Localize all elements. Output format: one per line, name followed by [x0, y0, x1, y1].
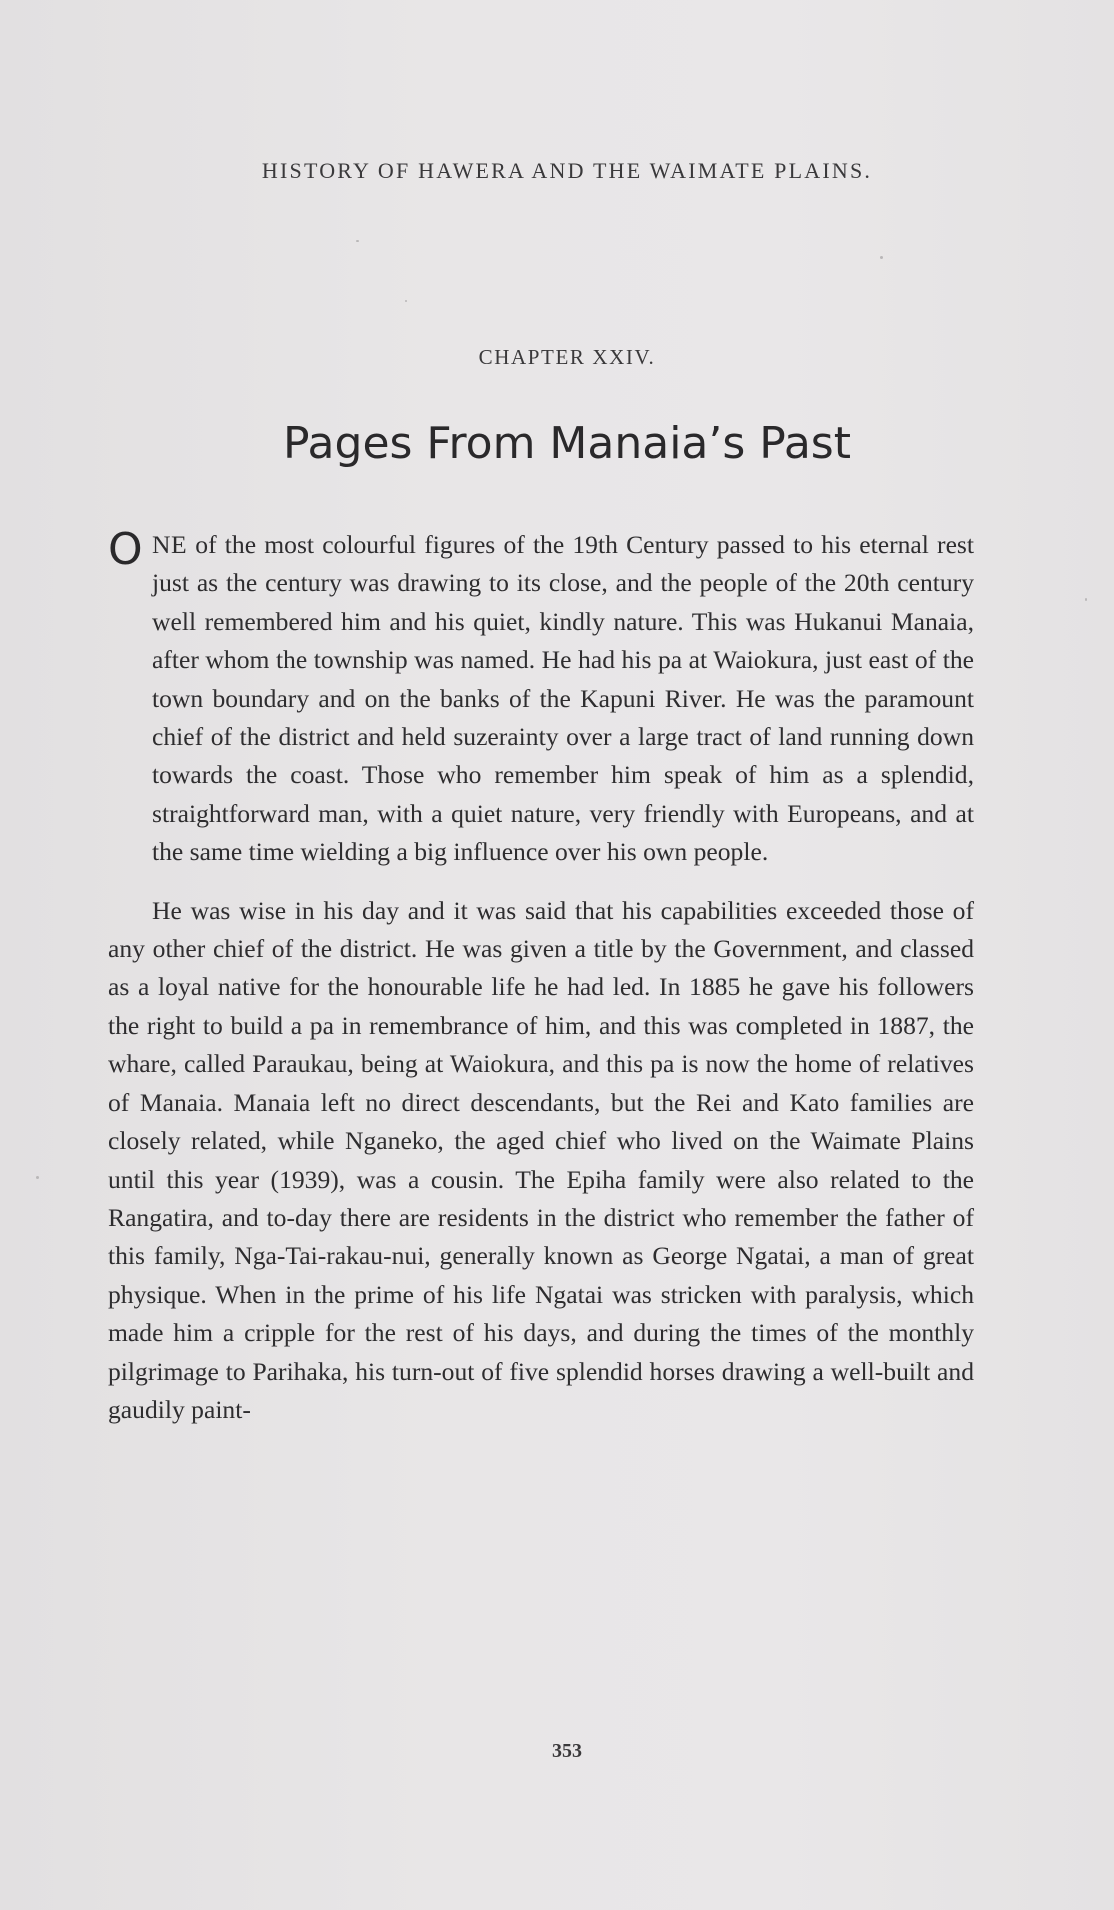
running-head: HISTORY OF HAWERA AND THE WAIMATE PLAINS.	[261, 158, 873, 183]
page-number: 353	[552, 1740, 582, 1762]
paragraph-2: He was wise in his day and it was said that his capabilities exceeded those of any other chief of the district. He was given a title by the Government, and classed as a loyal native for the honourable life he had led. In 1885 he gave his followers the right to build a pa in remembrance of him, and this was completed in 1887, the whare, called Paraukau, being at Waiokura, and this pa is now the home of relatives of Manaia. Manaia left no direct descendants, but the Rei and Kato families are closely related, while Nganeko, the aged chief who lived on the Waimate Plains until this year (1939), was a cousin. The Epiha family were also related to the Rangatira, and to-day there are residents in the district who remember the father of this family, Nga-Tai-rakau-nui, generally known as George Ngatai, a man of great physique. When in the prime of his life Ngatai was stricken with paralysis, which made him a cripple for the rest of his days, and during the times of the monthly pilgrimage to Parihaka, his turn-out of five splendid horses drawing a well-built and gaudily paint-	[108, 895, 974, 1424]
body-text	[108, 526, 974, 1429]
paper-speck	[36, 1176, 39, 1179]
paper-speck	[880, 256, 883, 259]
drop-cap: O	[108, 524, 143, 575]
paper-speck	[1085, 598, 1087, 601]
paragraph-1	[108, 526, 974, 872]
chapter-label: CHAPTER XXIV.	[478, 345, 656, 369]
paper-speck	[405, 300, 407, 302]
lead-word-rest: NE	[152, 530, 188, 559]
paragraph-1-text: of the most colourful figures of the 19th Century passed to his eternal rest just as the century was drawing to its close, and the people of the 20th century well remembered him and his quiet, kindly nature. This was Hukanui Manaia, after whom the township was named. He had his pa at Waiokura, just east of the town boundary and on the banks of the Kapuni River. He was the paramount chief of the district and held suzerainty over a large tract of land running down towards the coast. Those who remember him speak of him as a splendid, straightforward man, with a quiet nature, very friendly with Europeans, and at the same time wielding a big influence over his own people.	[152, 530, 974, 867]
chapter-title: Pages From Manaia’s Past	[283, 418, 851, 469]
paper-speck	[356, 240, 359, 242]
